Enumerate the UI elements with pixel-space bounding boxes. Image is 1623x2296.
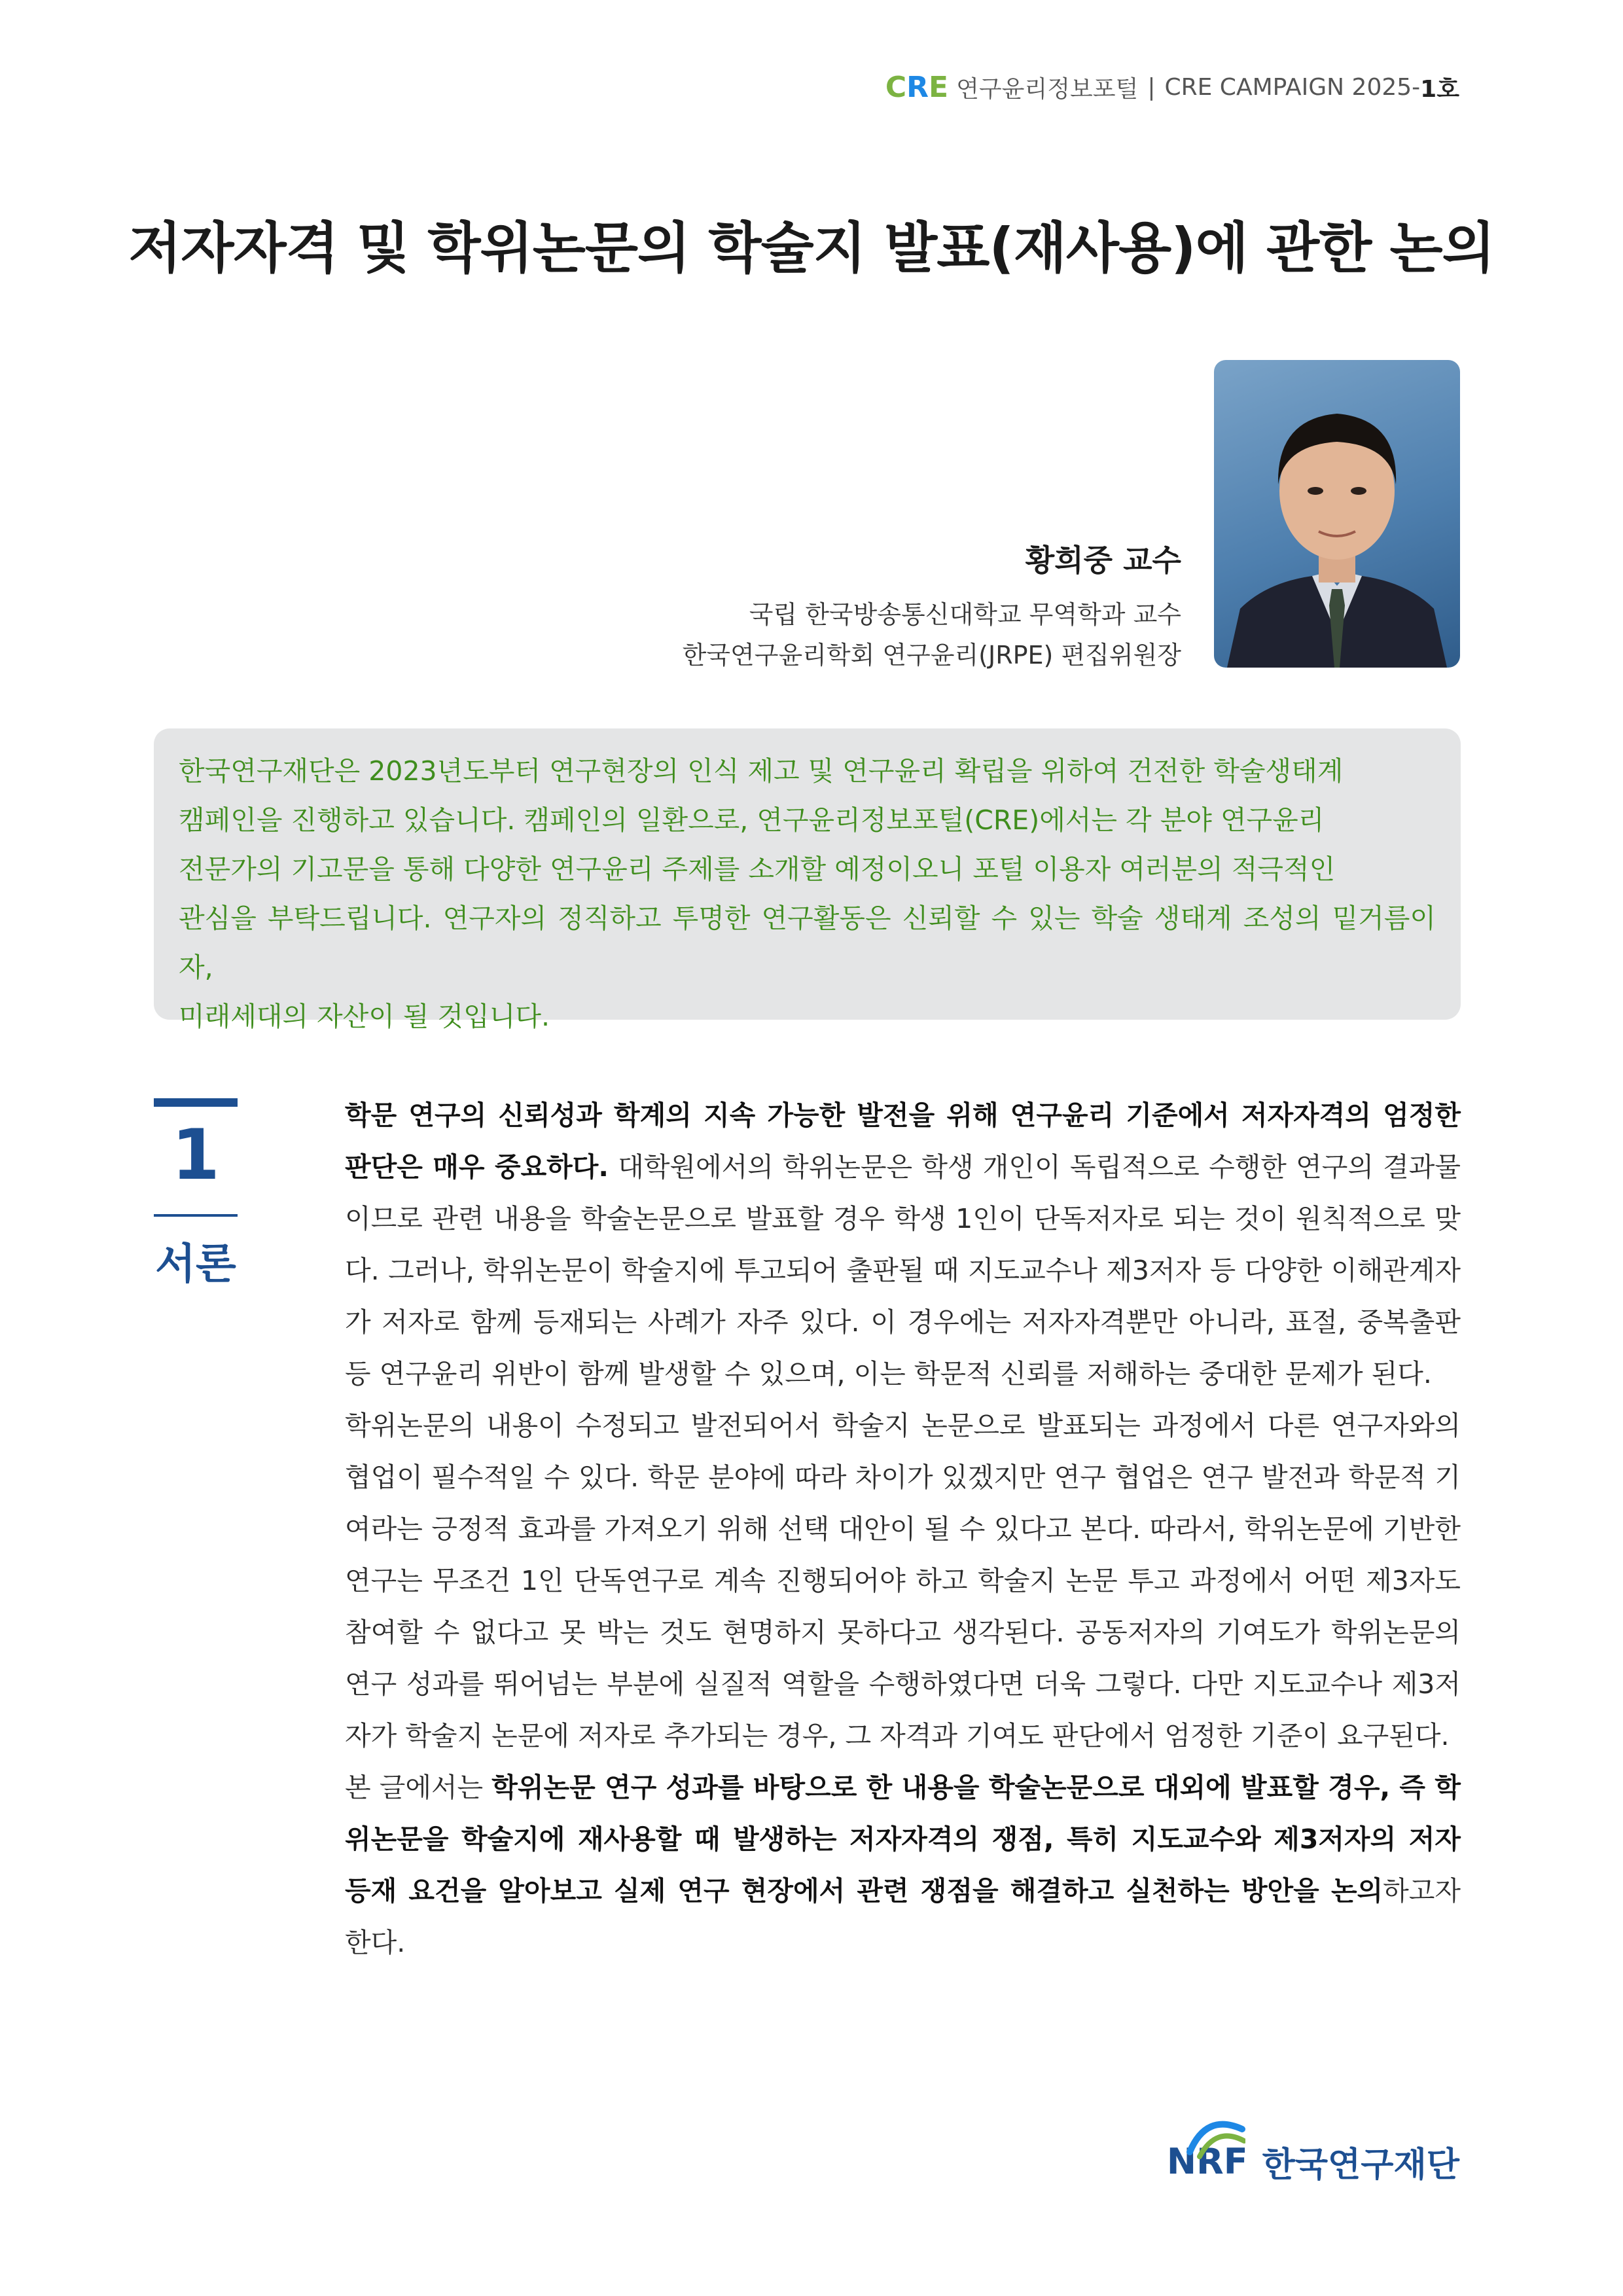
portal-name: 연구윤리정보포털 (956, 76, 1139, 103)
nrf-logo-text: NRF (1166, 2141, 1248, 2182)
section-number: 1 (171, 1115, 220, 1195)
section-title: 서론 (155, 1240, 236, 1289)
campaign-label: CRE CAMPAIGN 2025- (1164, 74, 1421, 101)
header-separator: | (1147, 74, 1156, 101)
issue-number: 1호 (1420, 76, 1459, 103)
intro-line: 캠페인을 진행하고 있습니다. 캠페인의 일환으로, 연구윤리정보포털(CRE)에서는 각 분야 연구윤리 (179, 804, 1325, 836)
author-photo (1214, 360, 1460, 668)
intro-line: 관심을 부탁드립니다. 연구자의 정직하고 투명한 연구활동은 신뢰할 수 있는 학술 생태계 조성의 밑거름이자, (179, 903, 1436, 983)
body-paragraph-2: 학위논문의 내용이 수정되고 발전되어서 학술지 논문으로 발표되는 과정에서 다른 연구자와의 협업이 필수적일 수 있다. 학문 분야에 따라 차이가 있겠지만 연구 협업은 연구 발전과 학문적 기여라는 긍정적 효과를 가져오기 위해 선택 대안이 될 수 있다고 본다. 따라서, 학위논문에 기반한 연구는 무조건 1인 단독연구로 계속 진행되어야 하고 학술지 논문 투고 과정에서 어떤 제3자도 참여할 수 없다고 못 박는 것도 현명하지 못하다고 생각된다. 공동저자의 기여도가 학위논문의 연구 성과를 뛰어넘는 부분에 실질적 역할을 수행하였다면 더욱 그렇다. 다만 지도교수나 제3저자가 학술지 논문에 저자로 추가되는 경우, 그 자격과 기여도 판단에서 엄정한 기준이 요구된다. (345, 1410, 1461, 1751)
body-paragraph-1 (345, 1090, 1461, 1400)
author-affiliation-2: 한국연구윤리학회 연구윤리(JRPE) 편집위원장 (682, 641, 1181, 670)
body-paragraph-3 (345, 1762, 1461, 1969)
section-top-bar (154, 1098, 238, 1107)
author-affiliation-1: 국립 한국방송통신대학교 무역학과 교수 (749, 600, 1181, 629)
article-body (345, 1090, 1461, 1969)
nrf-logo-mark (1167, 2141, 1248, 2182)
p1-text: 대학원에서의 학위논문은 학생 개인이 독립적으로 수행한 연구의 결과물이므로 관련 내용을 학술논문으로 발표할 경우 학생 1인이 단독저자로 되는 것이 원칙적으로 맞다. 그러나, 학위논문이 학술지에 투고되어 출판될 때 지도교수나 제3저자 등 다양한 이해관계자가 저자로 함께 등재되는 사례가 자주 있다. 이 경우에는 저자자격뿐만 아니라, 표절, 중복출판 등 연구윤리 위반이 함께 발생할 수 있으며, 이는 학문적 신뢰를 저해하는 중대한 문제가 된다. (345, 1151, 1461, 1390)
page-header (885, 71, 1459, 104)
campaign-intro-box (154, 728, 1461, 1032)
p3-bold: 학위논문 연구 성과를 바탕으로 한 내용을 학술논문으로 대외에 발표할 경우, 즉 학위논문을 학술지에 재사용할 때 발생하는 저자자격의 쟁점, 특히 지도교수와 제3저자의 저자 등재 요건을 알아보고 실제 연구 현장에서 관련 쟁점을 해결하고 실천하는 방안을 논의 (345, 1772, 1461, 1907)
intro-line: 한국연구재단은 2023년도부터 연구현장의 인식 제고 및 연구윤리 확립을 위하여 건전한 학술생태계 (179, 755, 1344, 787)
author-info (683, 537, 1181, 675)
p3-start: 본 글에서는 (345, 1772, 492, 1803)
page-title: 저자자격 및 학위논문의 학술지 발표(재사용)에 관한 논의 (128, 216, 1495, 280)
p3-end: 하고자 한다. (345, 1875, 1461, 1958)
nrf-org-name: 한국연구재단 (1262, 2145, 1459, 2185)
intro-line: 전문가의 기고문을 통해 다양한 연구윤리 주제를 소개할 예정이오니 포털 이용자 여러분의 적극적인 (179, 853, 1336, 885)
nrf-swoosh-icon (1186, 2116, 1245, 2162)
author-name: 황희중 교수 (1025, 543, 1181, 578)
nrf-footer-logo (1167, 2137, 1459, 2186)
p1-bold-lead: 학문 연구의 신뢰성과 학계의 지속 가능한 발전을 위해 연구윤리 기준에서 저자자격의 엄정한 판단은 매우 중요하다. (345, 1100, 1461, 1183)
section-divider (154, 1214, 238, 1217)
cre-logo: C R E (885, 71, 949, 104)
intro-line: 미래세대의 자산이 될 것입니다. (179, 1001, 550, 1032)
